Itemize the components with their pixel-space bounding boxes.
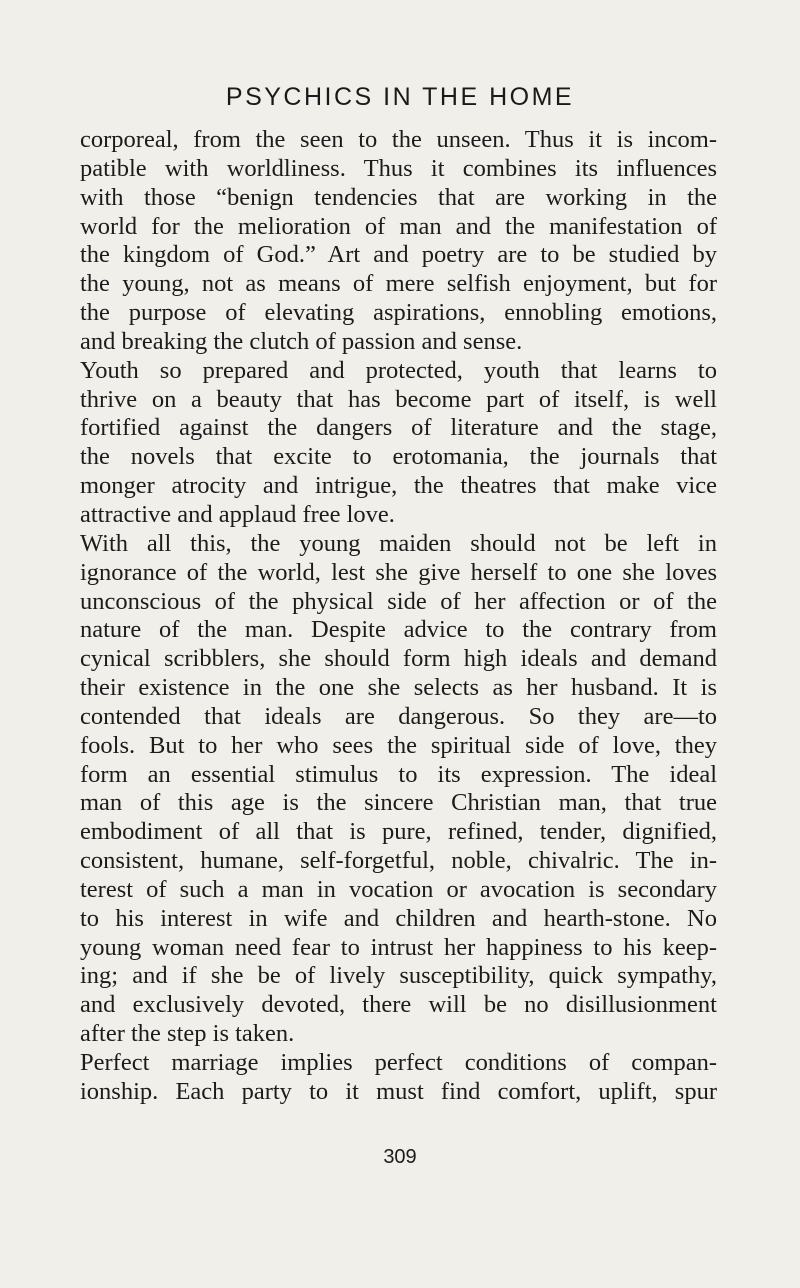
text-line: ignorance of the world, lest she give herself to one she loves [80, 558, 717, 586]
text-line: ing; and if she be of lively susceptibility, quick sympathy, [80, 962, 717, 990]
text-line: the purpose of elevating aspirations, ennobling emotions, [80, 299, 717, 327]
text-line: embodiment of all that is pure, refined, tender, dignified, [80, 818, 717, 846]
text-line: their existence in the one she selects as her husband. It is [80, 674, 717, 702]
text-line: consistent, humane, self-forgetful, noble, chivalric. The in- [80, 847, 717, 875]
text-line: nature of the man. Despite advice to the contrary from [80, 616, 717, 644]
text-line: Perfect marriage implies perfect conditions of compan- [80, 1049, 717, 1076]
text-line: young woman need fear to intrust her happiness to his keep- [80, 933, 717, 961]
text-line: fools. But to her who sees the spiritual side of love, they [80, 731, 717, 759]
text-line: and breaking the clutch of passion and sense. [80, 327, 523, 355]
text-line: corporeal, from the seen to the unseen. Thus it is incom- [80, 126, 717, 153]
text-line: unconscious of the physical side of her affection or of the [80, 587, 717, 615]
page-number: 309 [383, 1146, 417, 1168]
text-line: monger atrocity and intrigue, the theatres that make vice [80, 472, 717, 500]
text-line: the young, not as means of mere selfish enjoyment, but for [80, 270, 717, 298]
text-line: man of this age is the sincere Christian man, that true [80, 789, 717, 817]
text-line: contended that ideals are dangerous. So they are—to [80, 702, 717, 730]
text-line: world for the melioration of man and the manifestation of [80, 212, 717, 240]
body-text [80, 126, 717, 1107]
text-line: with those “benign tendencies that are working in the [80, 183, 717, 211]
text-line: after the step is taken. [80, 1020, 295, 1048]
running-head: PSYCHICS IN THE HOME [225, 83, 575, 111]
text-line: and exclusively devoted, there will be no disillusionment [80, 991, 717, 1019]
text-line: attractive and applaud free love. [80, 500, 395, 528]
text-line: thrive on a beauty that has become part of itself, is well [80, 385, 717, 413]
text-line: With all this, the young maiden should not be left in [80, 529, 717, 557]
text-line: the novels that excite to erotomania, the journals that [80, 443, 717, 471]
text-line: ionship. Each party to it must find comfort, uplift, spur [80, 1077, 717, 1105]
text-line: patible with worldliness. Thus it combines its influences [80, 154, 717, 182]
text-line: Youth so prepared and protected, youth that learns to [80, 356, 717, 384]
text-line: form an essential stimulus to its expression. The ideal [80, 760, 717, 788]
text-line: cynical scribblers, she should form high ideals and demand [80, 645, 717, 673]
text-line: terest of such a man in vocation or avocation is secondary [80, 875, 717, 903]
text-line: to his interest in wife and children and hearth-stone. No [80, 904, 717, 932]
text-line: fortified against the dangers of literature and the stage, [80, 414, 717, 442]
text-line: the kingdom of God.” Art and poetry are to be studied by [80, 241, 717, 269]
